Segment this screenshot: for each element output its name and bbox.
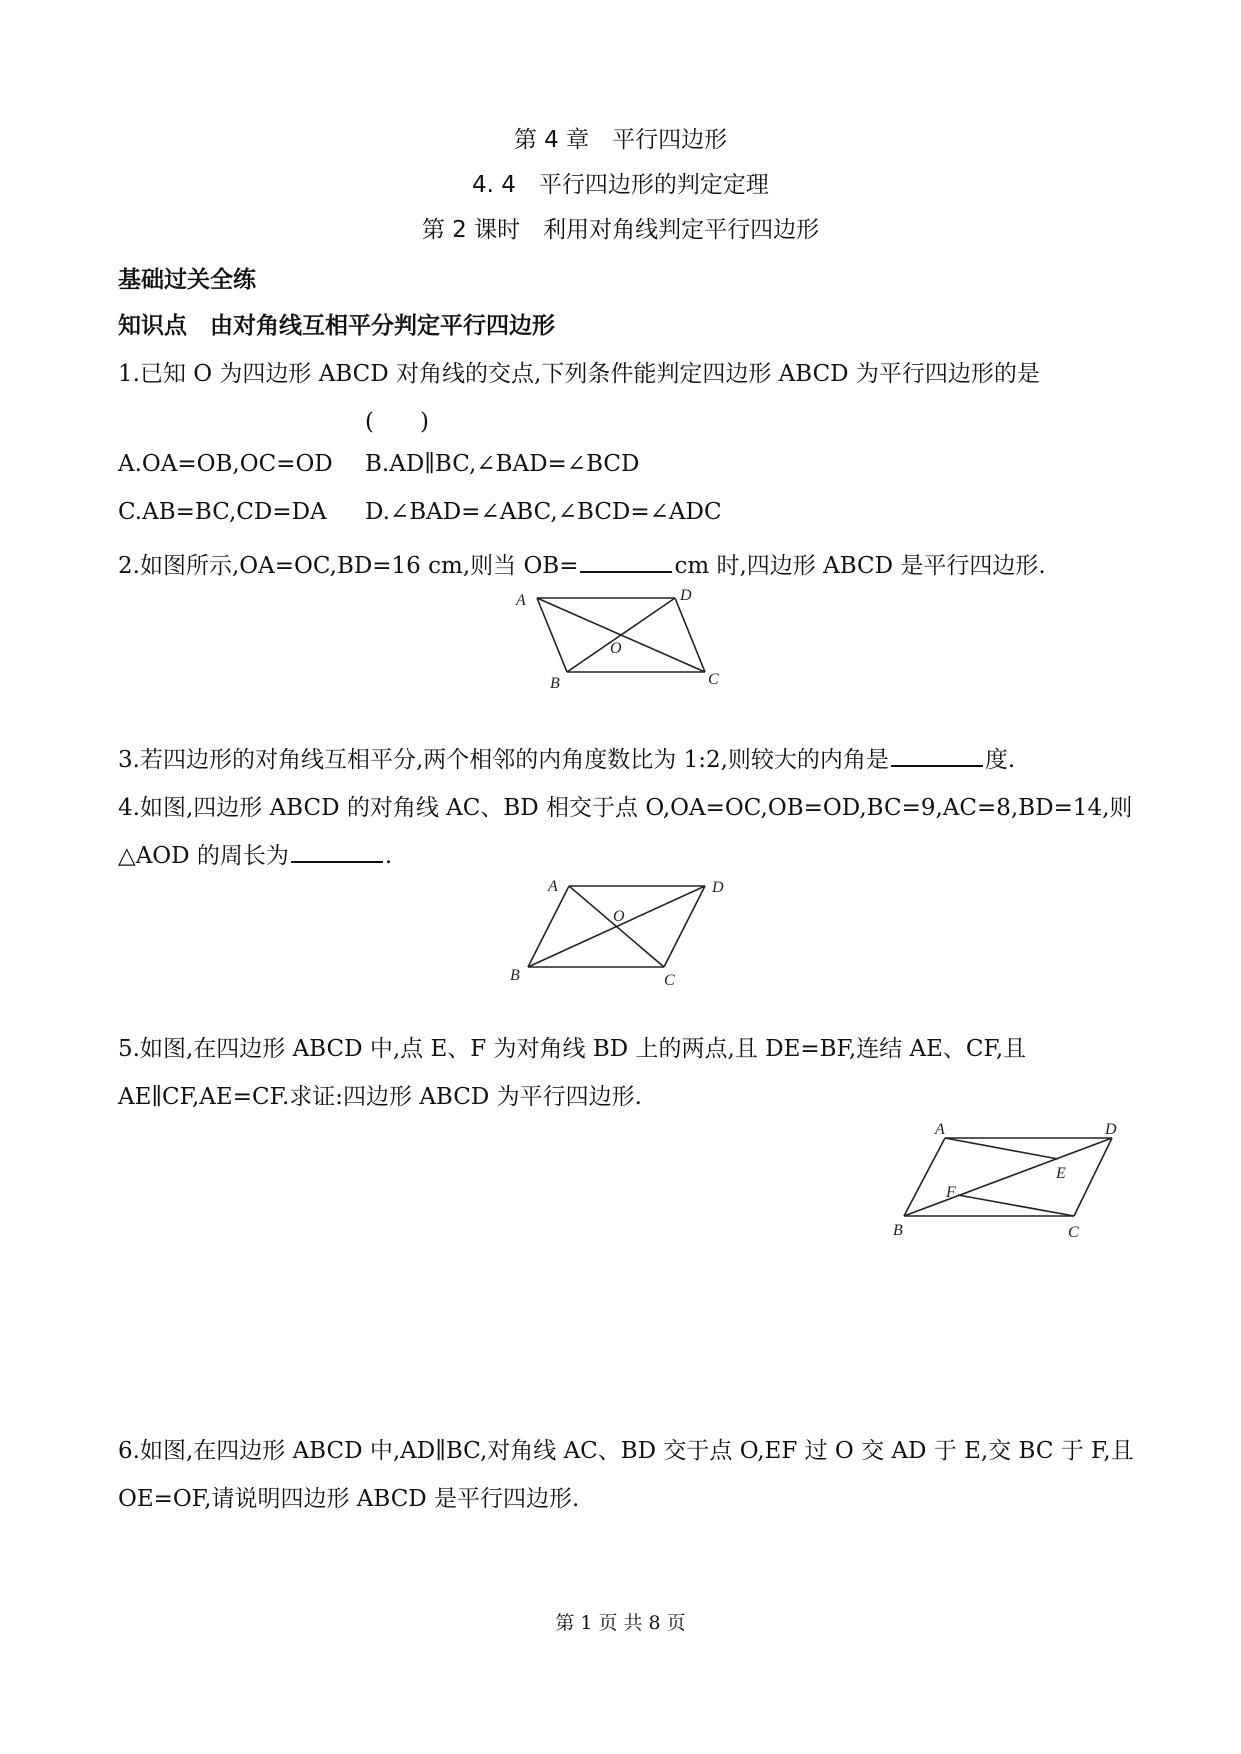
chapter-title: 第 4 章 平行四边形 <box>513 127 728 153</box>
page-footer: 第 1 页 共 8 页 <box>555 1612 686 1634</box>
q4-answer-blank[interactable] <box>291 843 383 863</box>
q4-line2-pre: △AOD 的周长为 <box>118 843 289 869</box>
q1-stem: 1.已知 O 为四边形 ABCD 对角线的交点,下列条件能判定四边形 ABCD 为平行四边形的是 <box>118 361 1040 387</box>
q5-label-d: D <box>1105 1121 1117 1138</box>
q1-option-d: D.∠BAD=∠ABC,∠BCD=∠ADC <box>365 499 722 525</box>
q4-side-dc <box>664 886 705 967</box>
knowledge-point-heading: 知识点 由对角线互相平分判定平行四边形 <box>118 313 555 339</box>
q2-label-o: O <box>610 640 622 657</box>
q5-segment-cf <box>958 1195 1074 1216</box>
q2-label-b: B <box>550 675 560 692</box>
q4-label-b: B <box>510 967 520 984</box>
lesson-title: 第 2 课时 利用对角线判定平行四边形 <box>421 217 820 243</box>
q2-text-pre: 2.如图所示,OA=OC,BD=16 cm,则当 OB= <box>118 553 579 579</box>
q6-line1: 6.如图,在四边形 ABCD 中,AD∥BC,对角线 AC、BD 交于点 O,EF 过 O 交 AD 于 E,交 BC 于 F,且 <box>118 1438 1134 1464</box>
q4-line2-post: . <box>384 843 393 869</box>
q1-option-c: C.AB=BC,CD=DA <box>118 499 327 525</box>
practice-heading: 基础过关全练 <box>118 267 256 293</box>
q5-segment-ae <box>945 1138 1058 1159</box>
q5-label-f: F <box>946 1184 956 1201</box>
q4-side-ab <box>528 886 569 967</box>
q5-side-ab <box>904 1138 945 1216</box>
q1-option-b: B.AD∥BC,∠BAD=∠BCD <box>365 451 640 477</box>
q2-diagonal-bd <box>567 598 675 672</box>
q4-label-a: A <box>548 878 558 895</box>
q3-text-post: 度. <box>984 747 1016 773</box>
q4-line2 <box>118 837 392 870</box>
q6-line2: OE=OF,请说明四边形 ABCD 是平行四边形. <box>118 1486 580 1512</box>
q5-label-c: C <box>1068 1224 1079 1241</box>
section-title: 4. 4 平行四边形的判定定理 <box>472 172 769 198</box>
q5-label-e: E <box>1056 1165 1066 1182</box>
q4-label-o: O <box>613 908 625 925</box>
q5-line2: AE∥CF,AE=CF.求证:四边形 ABCD 为平行四边形. <box>118 1084 642 1110</box>
q5-label-b: B <box>893 1222 903 1239</box>
q4-label-c: C <box>664 972 675 989</box>
q4-diagonal-bd <box>528 886 705 967</box>
q4-label-d: D <box>712 879 724 896</box>
q5-label-a: A <box>935 1121 945 1138</box>
q5-line1: 5.如图,在四边形 ABCD 中,点 E、F 为对角线 BD 上的两点,且 DE=BF,连结 AE、CF,且 <box>118 1036 1027 1062</box>
q1-option-a: A.OA=OB,OC=OD <box>118 451 333 477</box>
q2-text-post: cm 时,四边形 ABCD 是平行四边形. <box>674 553 1046 579</box>
q3-answer-blank[interactable] <box>891 747 983 767</box>
q2-label-c: C <box>708 671 719 688</box>
q1-answer-bracket: ( ) <box>365 409 429 435</box>
q3-text <box>118 741 1015 774</box>
q4-line1: 4.如图,四边形 ABCD 的对角线 AC、BD 相交于点 O,OA=OC,OB=OD,BC=9,AC=8,BD=14,则 <box>118 795 1133 821</box>
q2-label-d: D <box>680 587 692 604</box>
q2-label-a: A <box>516 592 526 609</box>
q3-text-pre: 3.若四边形的对角线互相平分,两个相邻的内角度数比为 1:2,则较大的内角是 <box>118 747 889 773</box>
